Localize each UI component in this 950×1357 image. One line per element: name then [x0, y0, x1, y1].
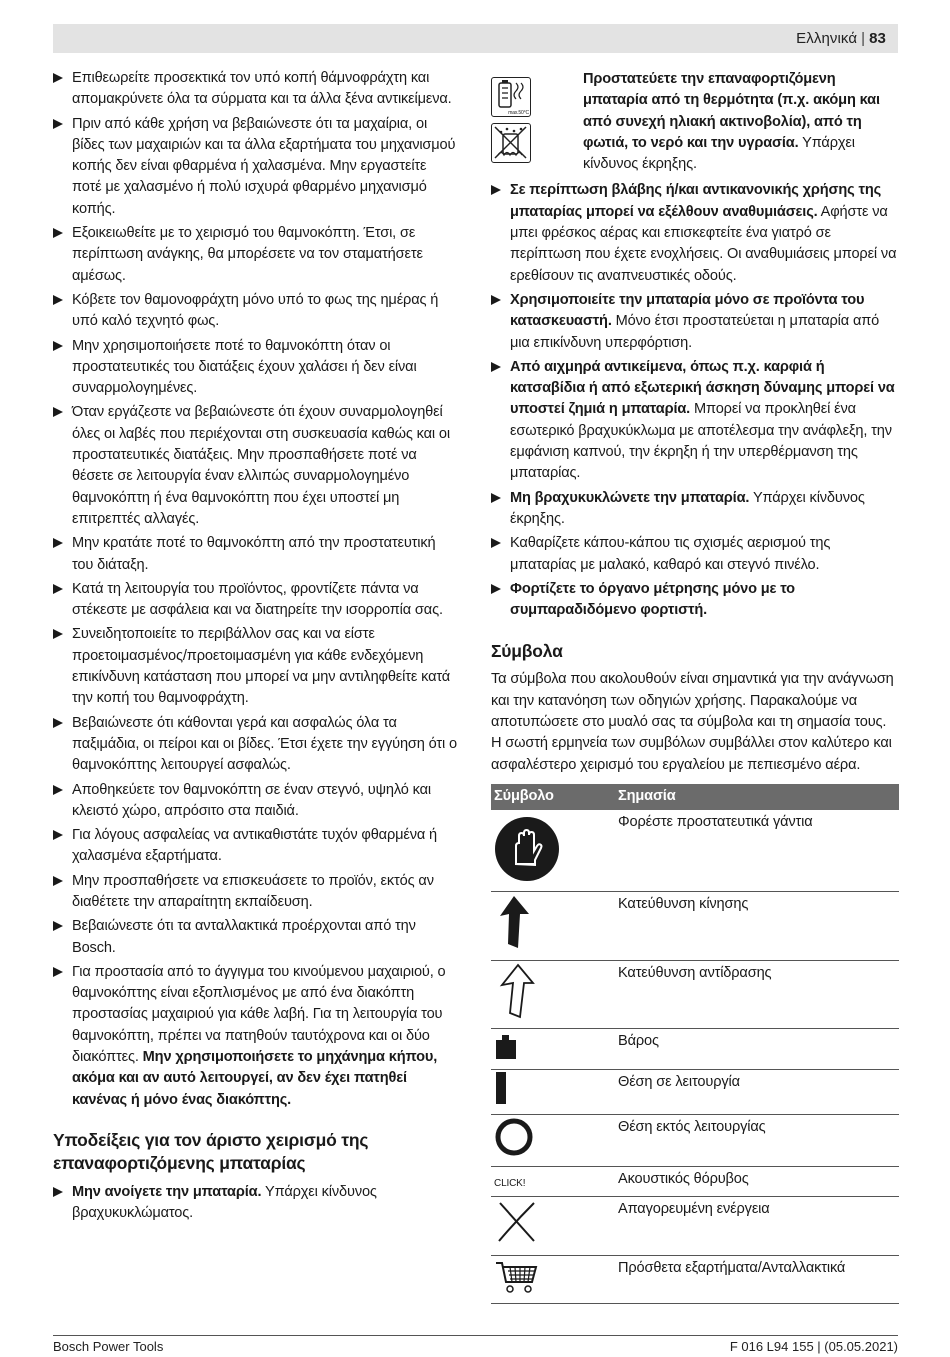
symbols-table-row — [491, 1166, 899, 1196]
switch-off-icon — [494, 1117, 612, 1164]
symbol-cell — [491, 1114, 615, 1166]
symbols-table-row — [491, 1070, 899, 1114]
list-item: Κόβετε τον θαμονοφράχτη μόνο υπό το φως της ημέρας ή υπό καλό τεχνητό φως. — [53, 290, 458, 333]
battery-heat-warning — [491, 69, 899, 175]
footer-brand: Bosch Power Tools — [53, 1339, 164, 1354]
bullet-arrow-icon — [53, 341, 63, 351]
list-item: Μην κρατάτε ποτέ το θαμνοκόπτη από την προστατευτική του διάταξη. — [53, 533, 458, 576]
list-item: Σε περίπτωση βλάβης ή/και αντικανονικής χρήσης της μπαταρίας μπορεί να εξέλθουν αναθυμιάσεις. Αφήστε να μπει φρέσκος αέρας και επισκεφτείτε ένα γιατρό σε περίπτωση που έχετε ενοχλήσεις. Οι αναθυμιάσεις μπορεί να ερεθίσουν τις αναπνευστικές οδούς. — [491, 180, 899, 286]
symbol-cell — [491, 1070, 615, 1114]
list-item: Για προστασία από το άγγιγμα του κινούμενου μαχαιριού, ο θαμνοκόπτης είναι εξοπλισμένος με από ένα διακόπτη προστασίας μαχαιριού για κάθε λαβή. Για τη λειτουργία του θαμνοκόπτη, πρέπει να πατηθούν ταυτόχρονα και οι δύο διακόπτες. Μην χρησιμοποιήσετε το μηχάνημα κήπου, ακόμα και αν αυτό λειτουργεί, αν δεν έχει πατηθεί κανένας ή μόνο ένας διακόπτης. — [53, 962, 458, 1111]
battery-list — [53, 1182, 458, 1225]
bullet-arrow-icon — [491, 493, 501, 503]
symbols-table-row — [491, 1029, 899, 1070]
bullet-arrow-icon — [53, 876, 63, 886]
list-item: Χρησιμοποιείτε την μπαταρία μόνο σε προϊόντα του κατασκευαστή. Μόνο έτσι προστατεύεται η μπαταρία από μια επικίνδυνη υπερφόρτιση. — [491, 290, 899, 354]
meaning-cell: Ακουστικός θόρυβος — [615, 1166, 899, 1196]
list-item: Πριν από κάθε χρήση να βεβαιώνεστε ότι τα μαχαίρια, οι βίδες των μαχαιριών και τα άλλα εξαρτήματα του μηχανισμού κοπής δεν είναι φθαρμένα ή χαλασμένα. Μην εργαστείτε ποτέ με χαλασμένο ή πολύ ισχυρά φθαρμένο μηχανισμό κοπής. — [53, 114, 458, 220]
col-symbol-header: Σύμβολο — [494, 787, 554, 804]
heat-warning-label: max.50°C — [508, 110, 529, 116]
list-item: Συνειδητοποιείτε το περιβάλλον σας και να είστε προετοιμασμένος/προετοιμασμένη για κάθε ενδεχόμενη επικίνδυνη κατάσταση που μπορεί να μην αντιληφθείτε κατά την κοπή του θαμνοφράχτη. — [53, 624, 458, 709]
no-water-fire-icon — [491, 123, 531, 163]
symbol-cell — [491, 1256, 615, 1304]
page-header — [53, 24, 898, 53]
switch-on-icon — [494, 1072, 612, 1111]
direction-of-movement-icon — [494, 894, 612, 957]
language-label: Ελληνικά — [796, 30, 858, 47]
symbols-table-row — [491, 892, 899, 960]
meaning-cell: Πρόσθετα εξαρτήματα/Ανταλλακτικά — [615, 1256, 899, 1304]
bullet-arrow-icon — [491, 362, 501, 372]
meaning-cell: Θέση εκτός λειτουργίας — [615, 1114, 899, 1166]
symbol-cell — [491, 960, 615, 1028]
bullet-arrow-icon — [491, 185, 501, 195]
symbols-table-header — [491, 784, 899, 810]
list-item: Φορτίζετε το όργανο μέτρησης μόνο με το συμπαραδιδόμενο φορτιστή. — [491, 579, 899, 622]
shopping-cart-icon — [494, 1258, 612, 1301]
bullet-arrow-icon — [53, 295, 63, 305]
bullet-arrow-icon — [53, 228, 63, 238]
footer-doc-number: F 016 L94 155 | (05.05.2021) — [729, 1339, 898, 1354]
bullet-arrow-icon — [53, 921, 63, 931]
symbols-table-row — [491, 810, 899, 892]
symbol-cell — [491, 1166, 615, 1196]
list-item: Μην χρησιμοποιήσετε ποτέ το θαμνοκόπτη όταν οι προστατευτικές του διατάξεις έχουν χαλάσει ή δεν είναι συναρμολογημένες. — [53, 336, 458, 400]
bullet-arrow-icon — [53, 718, 63, 728]
meaning-cell: Βάρος — [615, 1029, 899, 1070]
bullet-arrow-icon — [491, 295, 501, 305]
symbols-intro: Τα σύμβολα που ακολουθούν είναι σημαντικά για την ανάγνωση και την κατανόηση των οδηγιών χρήσης. Παρακαλούμε να αποτυπώσετε στο μυαλό σας τα σύμβολα και τη σημασία τους. Η σωστή ερμηνεία των συμβόλων συμβάλλει στον καλύτερο και ασφαλέστερο χειρισμό του εργαλείου με πεπιεσμένο αέρα. — [491, 671, 894, 773]
warning-text: Προστατεύετε την επαναφορτιζόμενη μπαταρία από τη θερμότητα (π.χ. ακόμη και από συνεχή ηλιακή ακτινοβολία), από τη φωτιά, το νερό και την υγρασία. Υπάρχει κίνδυνος έκρηξης. — [583, 71, 880, 173]
bullet-arrow-icon — [53, 629, 63, 639]
list-item: Μην προσπαθήσετε να επισκευάσετε το προϊόν, εκτός αν διαθέτετε την απαραίτητη εκπαίδευση. — [53, 871, 458, 914]
bullet-arrow-icon — [53, 584, 63, 594]
direction-of-reaction-icon — [494, 963, 612, 1026]
bullet-arrow-icon — [491, 538, 501, 548]
right-column — [491, 69, 899, 1304]
page-number: 83 — [869, 30, 886, 47]
list-item: Βεβαιώνεστε ότι κάθονται γερά και ασφαλώς όλα τα παξιμάδια, οι πείροι και οι βίδες. Έτσι έχετε την εγγύηση ότι ο θαμνοκόπτης λειτουργεί ασφαλώς. — [53, 713, 458, 777]
meaning-cell: Θέση σε λειτουργία — [615, 1070, 899, 1114]
symbol-cell — [491, 1197, 615, 1256]
heat-warning-icon — [491, 77, 531, 117]
battery-heading: Υποδείξεις για τον άριστο χειρισμό της επαναφορτιζόμενης μπαταρίας — [53, 1129, 369, 1173]
bullet-arrow-icon — [53, 119, 63, 129]
meaning-cell: Φορέστε προστατευτικά γάντια — [615, 810, 899, 892]
list-item: Αποθηκεύετε τον θαμνοκόπτη σε έναν στεγνό, υψηλό και κλειστό χώρο, απρόσιτο στα παιδιά. — [53, 780, 458, 823]
list-item: Επιθεωρείτε προσεκτικά τον υπό κοπή θάμνοφράχτη και απομακρύνετε όλα τα σύρματα και τα άλλα ξένα αντικείμενα. — [53, 68, 458, 111]
list-item: Μην ανοίγετε την μπαταρία. Υπάρχει κίνδυνος βραχυκυκλώματος. — [53, 1182, 458, 1225]
symbols-table-row — [491, 1256, 899, 1304]
symbols-table — [491, 784, 899, 1305]
weight-icon — [494, 1031, 612, 1067]
list-item: Βεβαιώνεστε ότι τα ανταλλακτικά προέρχονται από την Bosch. — [53, 916, 458, 959]
meaning-cell: Απαγορευμένη ενέργεια — [615, 1197, 899, 1256]
bullet-arrow-icon — [53, 1187, 63, 1197]
list-item: Για λόγους ασφαλείας να αντικαθιστάτε τυχόν φθαρμένα ή χαλασμένα εξαρτήματα. — [53, 825, 458, 868]
bullet-arrow-icon — [53, 967, 63, 977]
battery-safety-list — [491, 180, 899, 621]
meaning-cell: Κατεύθυνση αντίδρασης — [615, 960, 899, 1028]
bullet-arrow-icon — [53, 407, 63, 417]
bullet-arrow-icon — [53, 538, 63, 548]
col-meaning-header: Σημασία — [618, 787, 676, 804]
safety-list — [53, 68, 458, 1111]
gloves-icon — [494, 812, 612, 889]
list-item: Όταν εργάζεστε να βεβαιώνεστε ότι έχουν συναρμολογηθεί όλες οι λαβές που περιέχονται στη συσκευασία καθώς και οι προστατευτικές διατάξεις. Μην προσπαθήσετε ποτέ να θέσετε σε λειτουργία έναν ελλιπώς συναρμολογημένο θαμνοκόπτη ή ένα θαμνοκόπτη που έχει υποστεί μη επιτρεπτές αλλαγές. — [53, 402, 458, 530]
list-item: Εξοικειωθείτε με το χειρισμό του θαμνοκόπτη. Έτσι, σε περίπτωση ανάγκης, θα μπορέσετε να τον σταματήσετε αμέσως. — [53, 223, 458, 287]
list-item: Από αιχμηρά αντικείμενα, όπως π.χ. καρφιά ή κατσαβίδια ή από εξωτερική άσκηση δύναμης μπορεί να υποστεί ζημιά η μπαταρία. Μπορεί να προκληθεί ένα εσωτερικό βραχυκύκλωμα με αποτέλεσμα την ανάφλεξη, την εμφάνιση καπνού, την έκρηξη ή την υπερθέρμανση της μπαταρίας. — [491, 357, 899, 485]
prohibited-action-icon — [494, 1199, 612, 1252]
bullet-arrow-icon — [53, 73, 63, 83]
click-text-icon: CLICK! — [494, 1177, 526, 1189]
bullet-arrow-icon — [491, 584, 501, 594]
symbol-cell — [491, 810, 615, 892]
header-language: Ελληνικά | 83 — [796, 30, 886, 47]
meaning-cell: Κατεύθυνση κίνησης — [615, 892, 899, 960]
bullet-arrow-icon — [53, 785, 63, 795]
symbols-table-row — [491, 1114, 899, 1166]
list-item: Κατά τη λειτουργία του προϊόντος, φροντίζετε πάντα να στέκεστε με ασφάλεια και να διατηρείτε την ισορροπία σας. — [53, 579, 458, 622]
symbols-table-row — [491, 960, 899, 1028]
left-column — [53, 68, 458, 1228]
bullet-arrow-icon — [53, 830, 63, 840]
symbols-heading: Σύμβολα — [491, 641, 563, 662]
list-item: Καθαρίζετε κάπου-κάπου τις σχισμές αερισμού της μπαταρίας με μαλακό, καθαρό και στεγνό πινέλο. — [491, 533, 899, 576]
symbol-cell — [491, 892, 615, 960]
page-footer — [53, 1335, 898, 1354]
symbol-cell — [491, 1029, 615, 1070]
list-item: Μη βραχυκυκλώνετε την μπαταρία. Υπάρχει κίνδυνος έκρηξης. — [491, 488, 899, 531]
symbols-table-row — [491, 1197, 899, 1256]
